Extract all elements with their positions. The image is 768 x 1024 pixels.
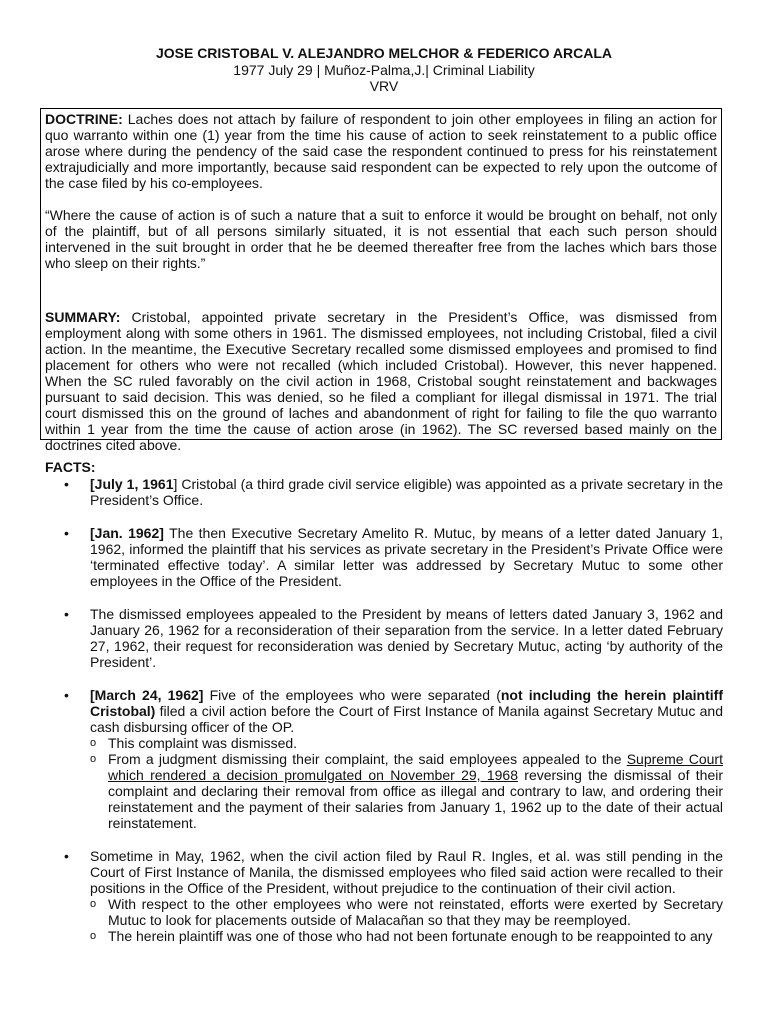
fact-date: [March 24, 1962] [90,687,204,703]
facts-list [45,476,723,961]
summary-label: SUMMARY: [45,309,121,325]
underlined-text: Supreme Court which rendered a decision promulgated on November 29, 1968 [108,751,723,783]
doctrine-paragraph [45,111,717,191]
case-title: JOSE CRISTOBAL V. ALEJANDRO MELCHOR & FEDERICO ARCALA [155,45,613,61]
sub-list-item: o With respect to the other employees who were not reinstated, efforts were exerted by Secretary Mutuc to look for placements outside of Malacañan so that they may be reemployed. [90,896,723,928]
sub-list [90,896,723,944]
sub-list-item: o The herein plaintiff was one of those who had not been fortunate enough to be reappointed to any [90,928,723,944]
fact-text: Sometime in May, 1962, when the civil action filed by Raul R. Ingles, et al. was still pending in the Court of First Instance of Manila, the dismissed employees who filed said action were recalled to their positions in the Office of the President, without prejudice to the continuation of their civil action. [90,848,723,896]
sub-list-item: o This complaint was dismissed. [90,735,723,751]
doctrine-quote: “Where the cause of action is of such a nature that a suit to enforce it would be brought on behalf, not only of the plaintiff, but of all persons similarly situated, it is not essential that each such person should intervened in the suit brought in order that he be deemed thereafter free from the laches which bars those who sleep on their rights.” [45,207,717,271]
fact-date: [Jan. 1962] [90,525,164,541]
fact-text: filed a civil action before the Court of First Instance of Manila against Secretary Mutuc and cash disbursing officer of the OP. [90,703,723,735]
list-item [45,476,723,508]
doctrine-summary-box [40,108,722,453]
doctrine-text: Laches does not attach by failure of respondent to join other employees in filing an action for quo warranto within one (1) year from the time his cause of action to seek reinstatement to a public office arose where during the pendency of the said case the respondent continued to press for his reinstatement extrajudicially and more importantly, because said respondent can be expected to rely upon the outcome of the case filed by his co-employees. [45,111,717,191]
fact-text: ] Cristobal (a third grade civil service eligible) was appointed as a private secretary in the President’s Office. [90,476,723,508]
fact-date: [July 1, 1961 [90,476,174,492]
author-initials: VRV [369,78,399,94]
summary-paragraph [45,309,717,453]
sub-list-item [90,751,723,831]
list-item [45,848,723,944]
fact-bold-text: not including the herein plaintiff Cristobal) [90,687,723,719]
sub-text: reversing the dismissal of their complaint and declaring their removal from office as illegal and contrary to law, and ordering their reinstatement and the payment of their salaries from January 1, 1962 up to the date of their actual reinstatement. [108,767,724,831]
summary-text: Cristobal, appointed private secretary in the President’s Office, was dismissed from employment along with some others in 1961. The dismissed employees, not including Cristobal, filed a civil action. In the meantime, the Executive Secretary recalled some dismissed employees and promised to find placement for others who were not recalled (which included Cristobal). However, this never happened. When the SC ruled favorably on the civil action in 1968, Cristobal sought reinstatement and backwages pursuant to said decision. This was denied, so he filed a compliant for illegal dismissal in 1971. The trial court dismissed this on the ground of laches and abandonment of right for failing to file the quo warranto within 1 year from the time the cause of action arose (in 1962). The SC reversed based mainly on the doctrines cited above. [45,309,717,453]
sub-list [90,735,723,831]
fact-text: The then Executive Secretary Amelito R. Mutuc, by means of a letter dated January 1, 1962, informed the plaintiff that his services as private secretary in the President’s Private Office were ‘terminated effective today’. A similar letter was addressed by Secretary Mutuc to some other employees in the Office of the President. [90,525,723,589]
doctrine-label: DOCTRINE: [45,111,123,127]
fact-text: The dismissed employees appealed to the President by means of letters dated January 3, 1962 and January 26, 1962 for a reconsideration of their separation from the service. In a letter dated February 27, 1962, their request for reconsideration was denied by Secretary Mutuc, acting ‘by authority of the President’. [90,606,723,670]
fact-text: Five of the employees who were separated ( [203,687,501,703]
case-header [0,44,768,94]
facts-heading: FACTS: [45,459,96,475]
list-item [45,606,723,670]
list-item [45,525,723,589]
sub-text: From a judgment dismissing their complaint, the said employees appealed to the [108,751,627,767]
list-item [45,687,723,831]
case-subtitle: 1977 July 29 | Muñoz-Palma,J.| Criminal Liability [233,62,535,78]
